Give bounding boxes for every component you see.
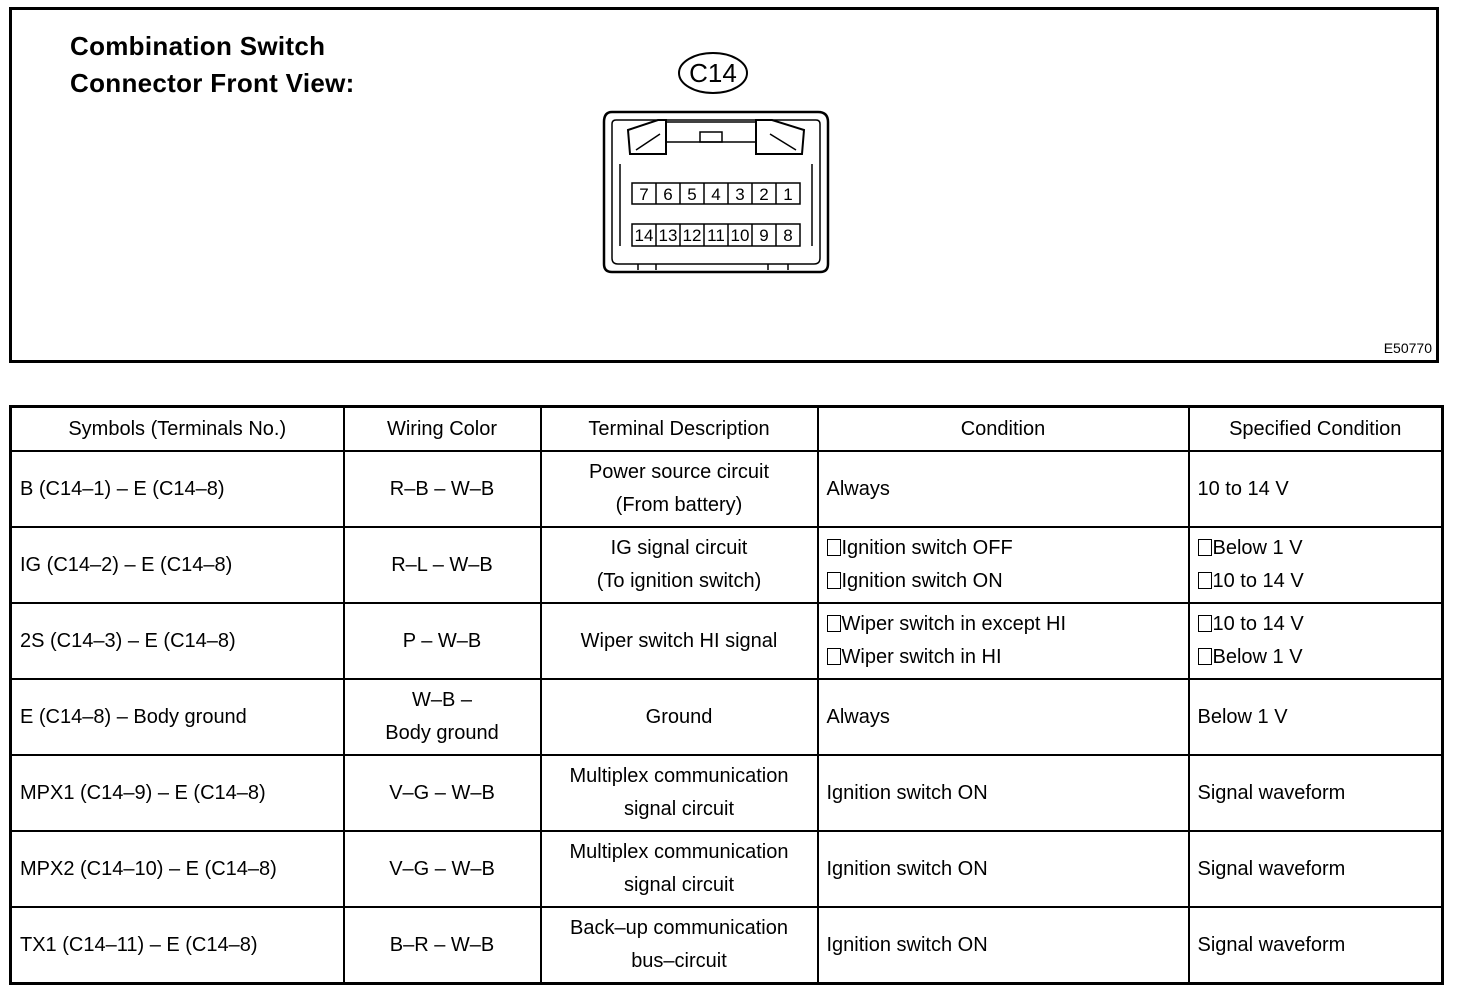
cell-condition: Always xyxy=(818,451,1189,527)
cell-wiring: W–B – Body ground xyxy=(344,679,541,755)
cell-specified: 10 to 14 V xyxy=(1189,451,1443,527)
table-row xyxy=(11,907,1443,984)
bullet-box-icon xyxy=(1198,539,1212,556)
figure-title-line-2: Connector Front View: xyxy=(70,68,355,98)
table-row xyxy=(11,527,1443,603)
bullet-box-icon xyxy=(1198,648,1212,665)
cell-description: Ground xyxy=(541,679,818,755)
pin-label: 10 xyxy=(730,226,750,245)
pin-label: 8 xyxy=(783,226,793,245)
pin-label: 7 xyxy=(639,185,649,204)
header-wiring-color: Wiring Color xyxy=(344,407,541,452)
table-row xyxy=(11,603,1443,679)
cell-wiring: B–R – W–B xyxy=(344,907,541,984)
cell-description: Wiper switch HI signal xyxy=(541,603,818,679)
cell-condition: Always xyxy=(818,679,1189,755)
cell-symbol: 2S (C14–3) – E (C14–8) xyxy=(11,603,344,679)
latch-left-line xyxy=(636,134,660,150)
table-row xyxy=(11,451,1443,527)
table-row xyxy=(11,679,1443,755)
cell-description: IG signal circuit (To ignition switch) xyxy=(541,527,818,603)
cell-symbol: IG (C14–2) – E (C14–8) xyxy=(11,527,344,603)
pin-row-top xyxy=(632,183,800,204)
latch-slot xyxy=(700,132,722,142)
latch-right xyxy=(756,120,804,154)
pin-label: 6 xyxy=(663,185,673,204)
pin-label: 13 xyxy=(658,226,678,245)
terminal-table xyxy=(9,405,1444,985)
bullet-box-icon xyxy=(827,615,841,632)
bullet-box-icon xyxy=(827,572,841,589)
cell-symbol: B (C14–1) – E (C14–8) xyxy=(11,451,344,527)
cell-wiring: R–L – W–B xyxy=(344,527,541,603)
cell-description: Power source circuit (From battery) xyxy=(541,451,818,527)
cell-condition: Ignition switch OFF Ignition switch ON xyxy=(818,527,1189,603)
cell-symbol: E (C14–8) – Body ground xyxy=(11,679,344,755)
cell-description: Back–up communication bus–circuit xyxy=(541,907,818,984)
connector-id-label: C14 xyxy=(689,58,737,88)
bullet-box-icon xyxy=(1198,615,1212,632)
cell-condition: Wiper switch in except HI Wiper switch in HI xyxy=(818,603,1189,679)
header-symbols: Symbols (Terminals No.) xyxy=(11,407,344,452)
bullet-box-icon xyxy=(1198,572,1212,589)
cell-description: Multiplex communication signal circuit xyxy=(541,755,818,831)
pin-label: 4 xyxy=(711,185,721,204)
pin-label: 1 xyxy=(783,185,793,204)
bullet-box-icon xyxy=(827,648,841,665)
cell-description: Multiplex communication signal circuit xyxy=(541,831,818,907)
cell-symbol: MPX2 (C14–10) – E (C14–8) xyxy=(11,831,344,907)
cell-symbol: MPX1 (C14–9) – E (C14–8) xyxy=(11,755,344,831)
cell-wiring: V–G – W–B xyxy=(344,831,541,907)
header-specified-condition: Specified Condition xyxy=(1189,407,1443,452)
pin-label: 14 xyxy=(634,226,654,245)
bullet-box-icon xyxy=(827,539,841,556)
connector-figure xyxy=(9,7,1439,363)
cell-specified: 10 to 14 V Below 1 V xyxy=(1189,603,1443,679)
pin-row-bottom xyxy=(632,224,800,246)
cell-specified: Signal waveform xyxy=(1189,831,1443,907)
pin-label: 5 xyxy=(687,185,697,204)
cell-specified: Signal waveform xyxy=(1189,755,1443,831)
table-row xyxy=(11,831,1443,907)
pin-label: 12 xyxy=(682,226,702,245)
pin-label: 11 xyxy=(707,226,725,245)
cell-wiring: R–B – W–B xyxy=(344,451,541,527)
figure-code: E50770 xyxy=(1383,340,1432,356)
cell-specified: Signal waveform xyxy=(1189,907,1443,984)
cell-condition: Ignition switch ON xyxy=(818,831,1189,907)
pin-label: 9 xyxy=(759,226,769,245)
cell-wiring: V–G – W–B xyxy=(344,755,541,831)
cell-specified: Below 1 V 10 to 14 V xyxy=(1189,527,1443,603)
cell-wiring: P – W–B xyxy=(344,603,541,679)
pin-label: 2 xyxy=(759,185,769,204)
figure-title-line-1: Combination Switch xyxy=(70,31,326,61)
figure-title xyxy=(70,28,355,102)
latch-left xyxy=(628,120,666,154)
table-row xyxy=(11,755,1443,831)
cell-condition: Ignition switch ON xyxy=(818,755,1189,831)
cell-condition: Ignition switch ON xyxy=(818,907,1189,984)
pin-label: 3 xyxy=(735,185,745,204)
latch-right-line xyxy=(770,134,796,150)
header-terminal-description: Terminal Description xyxy=(541,407,818,452)
connector-diagram xyxy=(572,40,852,280)
header-condition: Condition xyxy=(818,407,1189,452)
cell-symbol: TX1 (C14–11) – E (C14–8) xyxy=(11,907,344,984)
cell-specified: Below 1 V xyxy=(1189,679,1443,755)
table-header-row xyxy=(11,407,1443,452)
housing-notches xyxy=(638,264,788,270)
